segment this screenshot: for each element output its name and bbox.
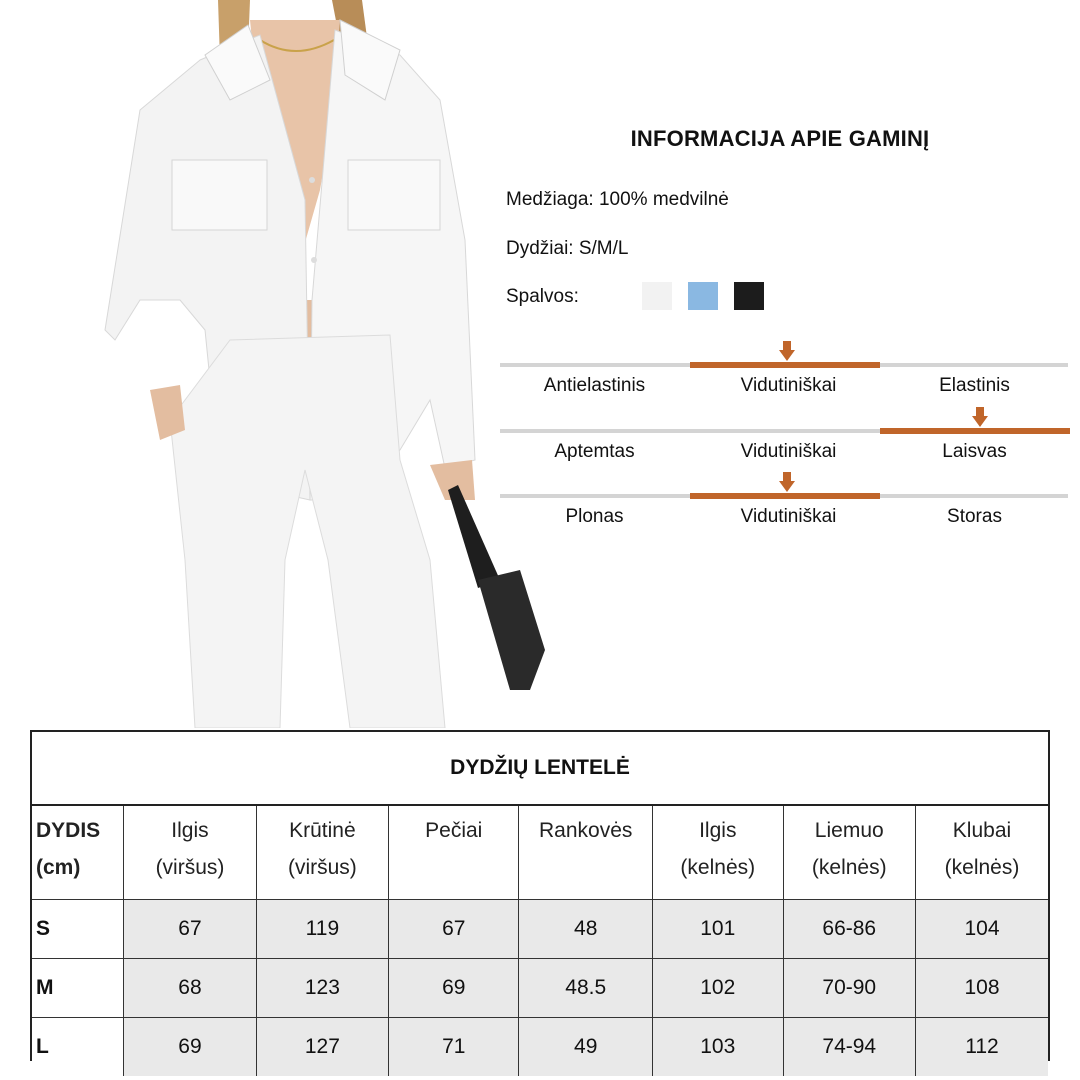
table-row — [32, 1018, 1048, 1077]
table-cell: 67 — [389, 900, 519, 959]
product-info-title: INFORMACIJA APIE GAMINĮ — [630, 126, 930, 151]
table-cell: 49 — [519, 1018, 653, 1077]
table-cell: 127 — [256, 1018, 388, 1077]
table-header-row — [32, 806, 1048, 900]
table-cell: 123 — [256, 959, 388, 1018]
scale-label-middle: Vidutiniškai — [740, 441, 837, 462]
color-swatch-blue — [688, 282, 718, 310]
table-row — [32, 900, 1048, 959]
table-cell: 66-86 — [783, 900, 915, 959]
table-cell: 69 — [389, 959, 519, 1018]
table-cell: 104 — [915, 900, 1048, 959]
table-cell: 70-90 — [783, 959, 915, 1018]
scale-label-middle: Vidutiniškai — [740, 506, 837, 527]
column-header: Pečiai — [389, 806, 519, 900]
table-cell: 103 — [653, 1018, 783, 1077]
size-label: L — [32, 1018, 124, 1077]
column-header: DYDIS (cm) — [32, 806, 124, 900]
arrow-down-icon — [972, 407, 988, 427]
product-photo — [100, 0, 560, 728]
size-label: M — [32, 959, 124, 1018]
scale-label-right: Laisvas — [942, 441, 1007, 462]
sizes-text: Dydžiai: S/M/L — [506, 238, 629, 259]
table-cell: 68 — [124, 959, 256, 1018]
table-cell: 48.5 — [519, 959, 653, 1018]
scale-marker — [880, 428, 1070, 434]
size-table-title: DYDŽIŲ LENTELĖ — [32, 732, 1048, 806]
size-table — [30, 730, 1050, 1061]
size-grid — [32, 806, 1048, 1076]
size-label: S — [32, 900, 124, 959]
arrow-down-icon — [779, 472, 795, 492]
material-text: Medžiaga: 100% medvilnė — [506, 189, 729, 210]
scale-marker — [690, 362, 880, 368]
scale-label-right: Storas — [947, 506, 1002, 527]
column-header: Ilgis (kelnės) — [653, 806, 783, 900]
scale-label-left: Antielastinis — [543, 375, 646, 396]
colors-label: Spalvos: — [506, 286, 579, 307]
table-cell: 67 — [124, 900, 256, 959]
scale-label-middle: Vidutiniškai — [740, 375, 837, 396]
table-cell: 102 — [653, 959, 783, 1018]
arrow-down-icon — [779, 341, 795, 361]
table-cell: 48 — [519, 900, 653, 959]
table-cell: 119 — [256, 900, 388, 959]
table-cell: 101 — [653, 900, 783, 959]
column-header: Klubai (kelnės) — [915, 806, 1048, 900]
column-header: Krūtinė (viršus) — [256, 806, 388, 900]
color-swatch-black — [734, 282, 764, 310]
scale-marker — [690, 493, 880, 499]
table-cell: 69 — [124, 1018, 256, 1077]
model-outfit-illustration — [100, 0, 560, 728]
scale-label-left: Aptemtas — [554, 441, 635, 462]
scale-label-left: Plonas — [565, 506, 624, 527]
table-cell: 108 — [915, 959, 1048, 1018]
thickness-scale — [500, 494, 1068, 554]
scale-label-right: Elastinis — [939, 375, 1010, 396]
table-cell: 71 — [389, 1018, 519, 1077]
table-cell: 74-94 — [783, 1018, 915, 1077]
table-cell: 112 — [915, 1018, 1048, 1077]
column-header: Rankovės — [519, 806, 653, 900]
color-swatch-white — [642, 282, 672, 310]
column-header: Liemuo (kelnės) — [783, 806, 915, 900]
table-row — [32, 959, 1048, 1018]
column-header: Ilgis (viršus) — [124, 806, 256, 900]
